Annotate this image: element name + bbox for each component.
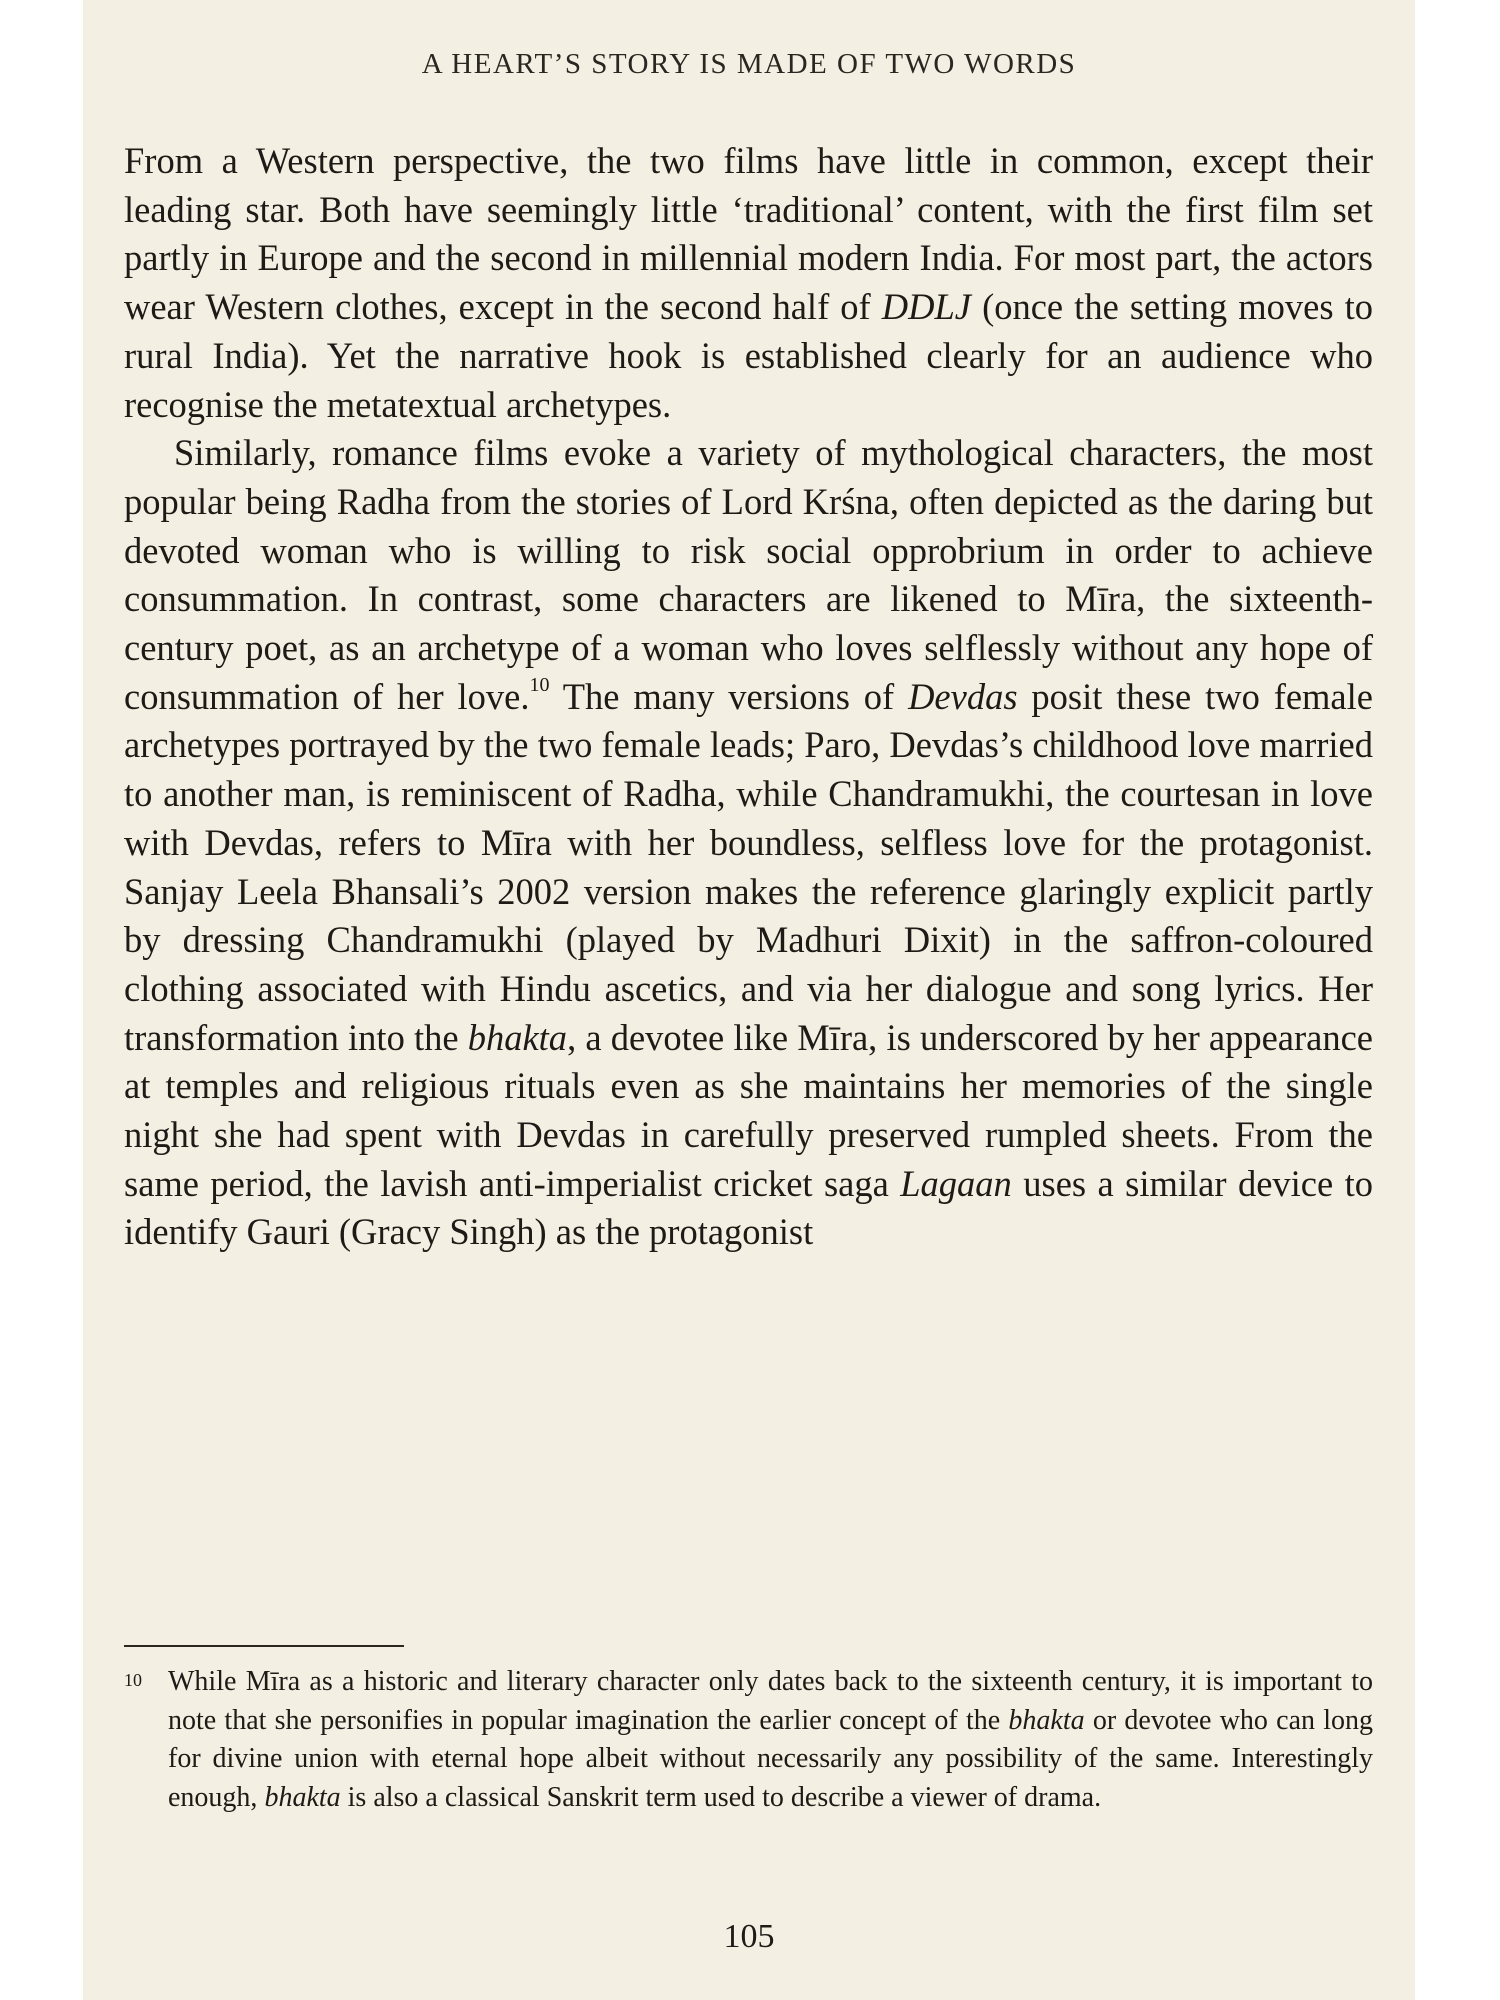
footnote-term-bhakta: bhakta	[1008, 1704, 1085, 1736]
paragraph-1-text: From a Western perspective, the two films have little in common, except their leading star. Both have seemingly little ‘traditional’ content, with the first film set partly in Europe and the second in millennial modern India. For most part, the actors wear Western clothes, except in the second half of	[124, 140, 1373, 328]
paragraph-2	[124, 429, 1373, 1257]
running-head: A HEART’S STORY IS MADE OF TWO WORDS	[421, 48, 1077, 80]
film-title-devdas: Devdas	[908, 675, 1018, 717]
footnote-text-b: or devotee who can long for divine union with eternal hope albeit without necessarily any possibility of the same. Interestingly enough,	[168, 1704, 1373, 1813]
footnote-number: 10	[124, 1670, 142, 1690]
paragraph-1-tail: (once the setting moves to rural India). Yet the narrative hook is established clearly for an audience who recognise the metatextual archetypes.	[124, 286, 1373, 425]
footnote-divider	[124, 1645, 404, 1647]
paragraph-2-text-e: uses a similar device to identify Gauri (Gracy Singh) as the protagonist	[124, 1162, 1373, 1253]
footnote-text-c: is also a classical Sanskrit term used to describe a viewer of drama.	[340, 1781, 1102, 1813]
footnote-reference: 10	[529, 673, 550, 696]
paragraph-1	[124, 137, 1373, 429]
paragraph-2-text-d: , a devotee like Mīra, is underscored by her appearance at temples and religious rituals even as she maintains her memories of the single night she had spent with Devdas in carefully preserved rumpled sheets. From the same period, the lavish anti-imperialist cricket saga	[124, 1016, 1373, 1204]
paragraph-2-text-a: Similarly, romance films evoke a variety of mythological characters, the most popular being Radha from the stories of Lord Krśna, often depicted as the daring but devoted woman who is willing to risk social opprobrium in order to achieve consummation. In contrast, some characters are likened to Mīra, the sixteenth-century poet, as an archetype of a woman who loves selflessly without any hope of consummation of her love.	[124, 432, 1373, 717]
footnote-text-a: While Mīra as a historic and literary character only dates back to the sixteenth century, it is important to note that she personifies in popular imagination the earlier concept of the	[168, 1666, 1373, 1736]
film-title-ddlj: DDLJ	[881, 286, 971, 328]
paragraph-2-text-c: posit these two female archetypes portrayed by the two female leads; Paro, Devdas’s childhood love married to another man, is reminiscent of Radha, while Chandramukhi, the courtesan in love with Devdas, refers to Mīra with her boundless, selfless love for the protagonist. Sanjay Leela Bhansali’s 2002 version makes the reference glaringly explicit partly by dressing Chandramukhi (played by Madhuri Dixit) in the saffron-coloured clothing associated with Hindu ascetics, and via her dialogue and song lyrics. Her transformation into the	[124, 675, 1373, 1058]
footnote-term-bhakta-2: bhakta	[264, 1781, 341, 1813]
term-bhakta: bhakta	[467, 1016, 568, 1058]
body-text	[124, 137, 1373, 1257]
film-title-lagaan: Lagaan	[900, 1162, 1012, 1204]
page-number: 105	[723, 1918, 775, 1955]
footnote	[124, 1663, 1373, 1817]
book-page	[83, 0, 1415, 2000]
paragraph-2-text-b: The many versions of	[549, 675, 909, 717]
footnote-text	[124, 1663, 1373, 1817]
